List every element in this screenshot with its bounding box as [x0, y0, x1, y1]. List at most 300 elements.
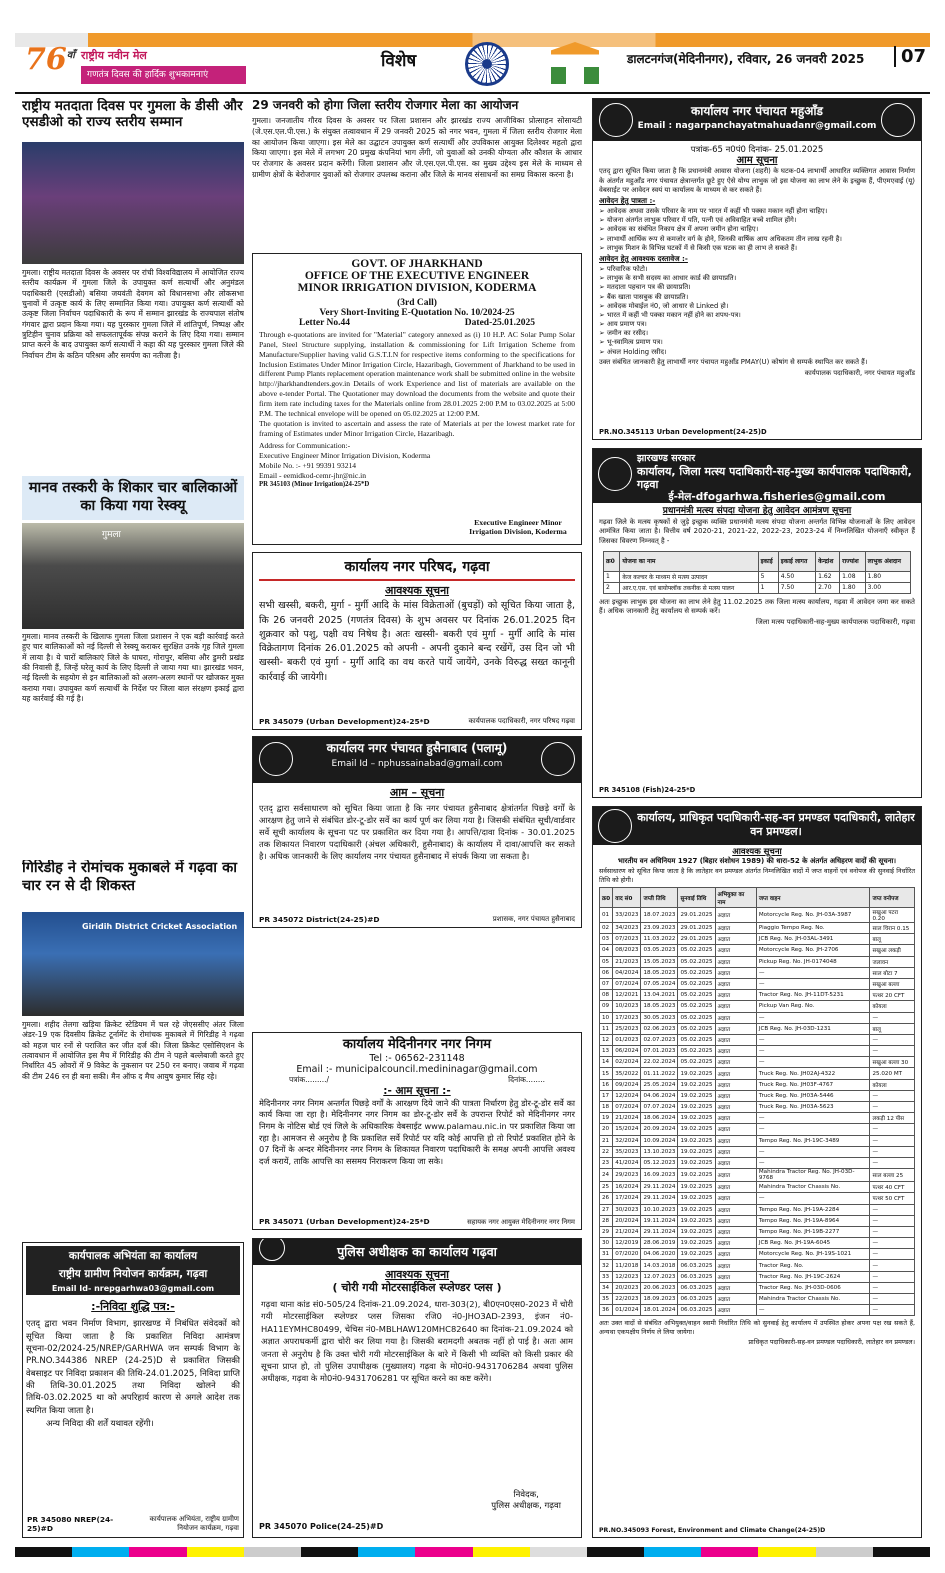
- table-cell: 18.05.2023: [641, 967, 678, 978]
- publication-name: राष्ट्रीय नवीन मेल: [81, 49, 147, 62]
- table-row: [600, 1079, 915, 1090]
- table-cell: —: [870, 1102, 915, 1113]
- table-cell: साल बोटा 7: [870, 967, 915, 978]
- table-cell: 14.03.2018: [641, 1260, 678, 1271]
- signatory: Executive Engineer Minor Irrigation Division, Koderma: [469, 518, 567, 536]
- table-row: [600, 1012, 915, 1023]
- table-cell: —: [870, 1124, 915, 1135]
- email: Email :- municipalcouncil.medininagar@gmail.com: [296, 1063, 538, 1075]
- closing: उक्त संबंधित जानकारी हेतु लाभार्थी नगर पंचायत महुआँड PMAY(U) कोषांग से सम्पर्क स्थापित कर सकते हैं।: [599, 357, 868, 366]
- table-cell: 04.06.2020: [641, 1249, 678, 1260]
- table-cell: 05.02.2025: [678, 956, 715, 967]
- notice-body: एतद् द्वारा सर्वसाधारण को सूचित किया जाता है कि नगर पंचायत हुसैनाबाद क्षेत्रांतर्गत पिछड़े वर्गों के आरक्षण हेतु जाने से संबंधित डोर-टू-डोर सर्वे का कार्य पूर्ण कर लिया गया है। जिसकी संबंधित सूची/वार्डवार सर्वे सूची कार्यालय के सूचना पट पर प्रकाशित कर दिया गया है। आपत्ति/दावा दिनांक - 30.01.2025 तक शिकायत निवारण पदाधिकारी (अंचल अधिकारी, हुसैनाबाद) के कार्यालय में दावा/आपत्ति कर सकते है। अधिक जानकारी के लिए कार्यालय नगर पंचायत हुसैनाबाद में संपर्क किया जा सकता है।: [259, 803, 575, 862]
- table-cell: 20.06.2023: [641, 1282, 678, 1293]
- table-cell: अज्ञात: [715, 1157, 756, 1168]
- story-body: गुमला। राष्ट्रीय मतदाता दिवस के अवसर पर रांची विश्वविद्यालय में आयोजित राज्य स्तरीय कार्यक्रम में गुमला जिले के उपायुक्त कर्ण सत्यार्थी और अनुमंडल पदाधिकारी (एसडीओ) बसिया जयवंती देवगम को विधानसभा और लोकसभा चुनावों में उत्कृष्ट कार्य के लिए सम्मानित किया गया। उपायुक्त कर्ण सत्यार्थी को उत्कृष्ट जिला निर्वाचन पदाधिकारी के रूप में सम्मान झारखंड के राज्यपाल संतोष गंगवार द्वारा प्रदान किया गया। यह पुरस्कार गुमला जिले में शांतिपूर्ण, निष्पक्ष और त्रुटिहीन चुनाव प्रक्रिया को सफलतापूर्वक संपन्न कराने के लिए दिया गया। सम्मान प्राप्त करने के बाद उपायुक्त कर्ण सत्यार्थी ने कहा की यह पुरस्कार गुमला जिले की निर्वाचन टीम के कठिन परिश्रम और समर्पण का नतीजा है।: [22, 268, 244, 360]
- table-cell: 05.02.2025: [678, 945, 715, 956]
- eligibility-title: आवेदन हेतु पात्रता :-: [599, 196, 656, 206]
- table-cell: Tempo Reg. No. JH-19B-2277: [756, 1226, 870, 1237]
- table-cell: 11: [600, 1023, 613, 1034]
- table-row: [600, 1305, 915, 1316]
- table-cell: —: [870, 1034, 915, 1045]
- table-cell: 06.03.2025: [678, 1282, 715, 1293]
- table-cell: 19.02.2025: [678, 1157, 715, 1168]
- table-cell: —: [756, 1012, 870, 1023]
- table-header: इकाई: [758, 551, 778, 571]
- table-cell: अज्ञात: [715, 990, 756, 1001]
- story-body: गुमला। मानव तस्करी के खिलाफ गुमला जिला प्रशासन ने एक बड़ी कार्रवाई करते हुए चार बालिकाओं को नई दिल्ली से रेस्क्यू कराकर सुरक्षित उनके गृह जिले गुमला में लाया है। ये चारों बालिकाएं जिले के घाघरा, गोरापुर, बसिया और डुमरी प्रखंड की निवासी हैं, जिन्हें घरेलू कार्य के लिए दिल्ली ले जाया गया था। झारखंड भवन, नई दिल्ली के सहयोग से इन बालिकाओं को अलग-अलग स्थानों पर खोजकर मुक्त कराया गया। उपायुक्त कर्ण सत्यार्थी के निर्देश पर जिला बाल संरक्षण इकाई द्वारा यह कार्रवाई की गई है।: [22, 632, 244, 703]
- table-cell: 26: [600, 1193, 613, 1204]
- email: Email Id- nrepgarhwa03@gmail.com: [26, 1282, 240, 1295]
- table-cell: 7.50: [778, 582, 815, 593]
- table-header: जप्त वनोपज: [870, 888, 915, 908]
- table-cell: 29.11.2024: [641, 1226, 678, 1237]
- table-cell: 34/2023: [613, 923, 641, 934]
- table-cell: 19.02.2025: [678, 1193, 715, 1204]
- table-cell: अज्ञात: [715, 934, 756, 945]
- patrank: पत्रांक........./: [289, 1074, 330, 1084]
- table-row: [600, 1260, 915, 1271]
- notice-title: प्रधानमंत्री मत्स्य संपदा योजना हेतु आवेदन आमंत्रण सूचना: [662, 506, 852, 516]
- table-cell: अज्ञात: [715, 1238, 756, 1249]
- story-body: गुमला। जनजातीय गौरव दिवस के अवसर पर जिला प्रशासन और झारखंड राज्य आजीविका प्रोत्साहन सोसायटी (जे.एस.एल.पी.एस.) के संयुक्त तत्वावधान में 29 जनवरी 2025 को नगर भवन, गुमला में जिला स्तरीय रोजगार मेला का आयोजन किया जाएगा। इस मेले का उद्घाटन उपायुक्त कर्ण सत्यार्थी और उपविकास आयुक्त दिलेश्वर महतो द्वारा किया जाएगा। इस मेले में लगभग 20 प्रमुख कंपनियां भाग लेंगी, जो युवाओं को उनकी योग्यता और कौशल के आधार पर रोजगार के अवसर प्रदान करेंगी। जिला प्रशासन और जे.एस.एल.पी.एस. का मुख्य उद्देश्य इस मेले के माध्यम से ग्रामीण क्षेत्रों के बेरोजगार युवाओं को रोजगार उपलब्ध कराना और जिले के मानव संसाधनों का समग्र विकास करना है।: [252, 115, 582, 180]
- table-cell: 11/2018: [613, 1260, 641, 1271]
- table-cell: 29.01.2025: [678, 934, 715, 945]
- dateline: डालटनगंज(मेदिनीनगर), रविवार, 26 जनवरी 2025: [627, 52, 865, 66]
- notice-body: मेदिनीनगर नगर निगम अन्तर्गत पिछड़े वर्गों के आरक्षण दिये जाने की पात्रता निर्धारण हेतु डोर-टू-डोर सर्वे का कार्य किया जा रहा है। मेदिनीनगर नगर निगम का डोर-टू-डोर सर्वे के उपरान्त रिपोर्ट को मेदिनीनगर नगर निगम के नोटिस बोर्ड एवं जिले के अधिकारिक वेबसाईट www.palamau.nic.in पर प्रकाशित किया जा रहा है। आमजन से अनुरोध है कि प्रकाशित सर्वे रिपोर्ट पर यदि कोई आपत्ति हो तो रिपोर्ट प्रकाशित होने के 07 दिनों के अन्दर मेदिनीनगर नगर निगम के शिकायत निवारण पदाधिकारी के समक्ष अपनी आपत्ति अवश्य दर्ज करायें, ताकि आपत्ति का ससमय निराकरण किया जा सके।: [259, 1097, 575, 1166]
- table-header: अभियुक्त का नाम: [715, 888, 756, 908]
- email: Email : nagarpanchayatmahuadanr@gmail.com: [637, 120, 877, 131]
- emblem-icon: [259, 742, 293, 776]
- table-cell: 21: [600, 1135, 613, 1146]
- pr-number: PR 345080 NREP(24-25)#D: [27, 1515, 114, 1533]
- office-title: कार्यालय, जिला मत्स्य पदाधिकारी-सह-मुख्य कार्यपालक पदाधिकारी, गढ़वा: [637, 464, 912, 491]
- table-cell: —: [756, 1124, 870, 1135]
- table-cell: 12/2024: [613, 1090, 641, 1101]
- table-cell: —: [756, 1113, 870, 1124]
- table-cell: Truck Reg. No. JH03A-5446: [756, 1090, 870, 1101]
- story-trafficking: [22, 476, 244, 520]
- table-cell: 08: [600, 990, 613, 1001]
- table-cell: 17/2024: [613, 1193, 641, 1204]
- table-cell: अज्ञात: [715, 908, 756, 923]
- table-cell: 18.07.2023: [641, 908, 678, 923]
- office-title: कार्यालय नगर परिषद, गढ़वा: [344, 559, 490, 575]
- table-cell: —: [870, 1282, 915, 1293]
- table-row: [600, 1157, 915, 1168]
- table-cell: पत्थर 40 CFT: [870, 1182, 915, 1193]
- table-row: [600, 1001, 915, 1012]
- table-cell: —: [870, 1249, 915, 1260]
- table-cell: 06.03.2025: [678, 1260, 715, 1271]
- eligibility-item: ➢ योजना अंतर्गत लाभुक परिवार में पति, पत्नी एवं अविवाहित बच्चे शामिल होंगे।: [599, 216, 797, 225]
- emblem-icon: [541, 742, 575, 776]
- table-cell: अज्ञात: [715, 1260, 756, 1271]
- table-row: [600, 1057, 915, 1068]
- signatory: कार्यपालक पदाधिकारी, नगर पंचायत महुआँड: [804, 368, 915, 377]
- table-cell: 30/2023: [613, 1204, 641, 1215]
- table-cell: अज्ञात: [715, 978, 756, 989]
- table-cell: पत्थर 20 CFT: [870, 990, 915, 1001]
- eligibility-item: ➢ लाभार्थी आर्थिक रूप से कमजोर वर्ग के होने, जिनकी वार्षिक आय अधिकतम तीन लाख रहनी है।: [599, 234, 842, 243]
- letter-number: Letter No.44: [299, 318, 351, 328]
- table-cell: Motorcycle Reg. No. JH-03A-3987: [756, 908, 870, 923]
- table-cell: 41/2024: [613, 1157, 641, 1168]
- table-cell: अज्ञात: [715, 1193, 756, 1204]
- table-cell: 19.02.2025: [678, 1135, 715, 1146]
- closing: निवेदक,: [513, 1490, 539, 1500]
- table-cell: 12.07.2023: [641, 1271, 678, 1282]
- table-cell: 21/2024: [613, 1113, 641, 1124]
- emblem-icon: [881, 103, 915, 137]
- table-cell: 20/2024: [613, 1215, 641, 1226]
- table-cell: अज्ञात: [715, 1282, 756, 1293]
- table-cell: Tractor Reg. No. JH-11DT-5231: [756, 990, 870, 1001]
- table-cell: 29.01.2025: [678, 908, 715, 923]
- table-cell: 02.06.2023: [641, 1023, 678, 1034]
- table-cell: Truck Reg. No. JH02AJ-4322: [756, 1068, 870, 1079]
- notice-title: आवश्यक सूचना: [384, 1268, 450, 1281]
- table-cell: 10/2023: [613, 1001, 641, 1012]
- headline: 29 जनवरी को होगा जिला स्तरीय रोजगार मेला का आयोजन: [252, 98, 519, 112]
- table-cell: अज्ञात: [715, 1135, 756, 1146]
- table-cell: —: [870, 1294, 915, 1305]
- color-registration-bar: [15, 1547, 930, 1557]
- patrank: पत्रांक-65 न0पं0 दिनांक- 25.01.2025: [690, 145, 824, 155]
- table-cell: 16: [600, 1079, 613, 1090]
- table-cell: —: [756, 978, 870, 989]
- table-cell: JCB Reg. No. JH-19A-6045: [756, 1238, 870, 1249]
- table-cell: Truck Reg. No. JH03A-5623: [756, 1102, 870, 1113]
- table-cell: 19.02.2025: [678, 1204, 715, 1215]
- table-cell: अज्ञात: [715, 1023, 756, 1034]
- table-cell: 02.07.2023: [641, 1034, 678, 1045]
- table-cell: आर.ए.एस. एवं बायोफ्लॉक तकनीक से मत्स्य पालन: [620, 582, 758, 593]
- table-cell: 1.08: [840, 571, 866, 582]
- table-cell: 28: [600, 1215, 613, 1226]
- table-cell: 05.12.2023: [641, 1157, 678, 1168]
- table-cell: Tempo Reg. No. JH-19A-2284: [756, 1204, 870, 1215]
- table-cell: —: [870, 1046, 915, 1057]
- table-cell: —: [870, 1135, 915, 1146]
- table-row: [600, 1238, 915, 1249]
- table-cell: 19: [600, 1113, 613, 1124]
- page-number: 07: [894, 46, 926, 67]
- notice-closing: अतः उक्त वादों से संबंधित अभियुक्त/वाहन स्वामी निर्धारित तिथि को सुनवाई हेतु कार्यालय में उपस्थित होकर अपना पक्ष रख सकते हैं, अन्यथा एकपक्षीय निर्णय ले लिया जायेगा।: [599, 1319, 915, 1336]
- table-cell: अज्ञात: [715, 923, 756, 934]
- table-cell: 19.02.2025: [678, 1124, 715, 1135]
- table-cell: Tempo Reg. No. JH-19A-8964: [756, 1215, 870, 1226]
- document-item: ➢ भू-स्वामित्व प्रमाण पत्र।: [599, 338, 663, 347]
- table-cell: —: [870, 1157, 915, 1168]
- documents-title: आवेदन हेतु आवश्यक दस्तावेज :-: [599, 253, 688, 263]
- table-cell: 19.02.2025: [678, 1090, 715, 1101]
- document-item: ➢ आवेदक मोबाईल नं0, जो आधार से Linked हो।: [599, 301, 729, 310]
- signatory: कार्यपालक पदाधिकारी, नगर परिषद गढ़वा: [468, 717, 575, 725]
- signatory: सहायक नगर आयुक्त मेदिनीनगर नगर निगम: [467, 1218, 575, 1226]
- table-cell: Mahindra Tractor Reg. No. JH-03D-9768: [756, 1169, 870, 1182]
- table-cell: 19.02.2025: [678, 1068, 715, 1079]
- email: Email Id – nphussainabad@gmail.com: [331, 758, 503, 769]
- table-cell: 1.80: [865, 571, 910, 582]
- table-row: [600, 1102, 915, 1113]
- notice-nrep: [22, 1242, 244, 1538]
- ashoka-chakra-icon: [465, 42, 509, 86]
- emblem-icon: [599, 103, 633, 137]
- table-cell: 09/2024: [613, 1079, 641, 1090]
- table-row: [600, 1294, 915, 1305]
- table-cell: अज्ञात: [715, 1204, 756, 1215]
- table-cell: 25.020 MT: [870, 1068, 915, 1079]
- table-cell: —: [756, 1157, 870, 1168]
- story-body: गुमला। शहीद तेलगा खड़िया क्रिकेट स्टेडियम में चल रहे जेएससीए अंतर जिला अंडर-19 एक दिवसीय क्रिकेट टूर्नामेंट के रोमांचक मुकाबले में गिरिडीह ने गढ़वा को महज चार रनों से पराजित कर जीत दर्ज की। जिला क्रिकेट एसोसिएशन के तत्वावधान में आयोजित इस मैच में गिरिडीह की टीम ने पहले बल्लेबाजी करते हुए निर्धारित 45 ओवरों में 9 विकेट के नुकसान पर 250 रन बनाए। जवाब में गढ़वा की टीम 246 रन ही बना सकी। मैन ऑफ द मैच आयुष कुमार सिंह रहे।: [22, 1020, 244, 1081]
- jharkhand-emblem-icon: [598, 457, 632, 491]
- table-cell: 05.02.2025: [678, 1057, 715, 1068]
- table-cell: अज्ञात: [715, 1034, 756, 1045]
- office-title: कार्यालय नगर पंचायत हुसैनाबाद (पलामू): [326, 741, 508, 755]
- table-cell: 2.70: [816, 582, 840, 593]
- eligibility-item: ➢ आवेदक अथवा उसके परिवार के नाम पर भारत में कहीं भी पक्का मकान नहीं होना चाहिए।: [599, 207, 828, 216]
- table-cell: Motorcycle Reg. No. JH-2706: [756, 945, 870, 956]
- table-row: [600, 1124, 915, 1135]
- table-cell: 02/2024: [613, 1057, 641, 1068]
- table-row: [600, 934, 915, 945]
- table-cell: 10: [600, 1012, 613, 1023]
- emblem-icon: [598, 809, 632, 843]
- table-cell: अज्ञात: [715, 1001, 756, 1012]
- scheme-title: राष्ट्रीय ग्रामीण नियोजन कार्यक्रम, गढ़वा: [26, 1266, 240, 1282]
- tender-body: Through e-quotations are invited for "Material" category annexed as (i) 10 H.P. AC Solar Pump Solar Panel, Steel Structure supplying, installation & commissioning for Lift Irrigation Scheme from Manufacture/Supplier having valid G.S.T.I.N for respective items conforming to the specifications for Inclusion Estimates Under Minor Irrigation Circle, Hazaribagh, Government of Jharkhand to be used in different Pump Plants replacement operation maintenance work shall be submitted online in the website http://jharkhandtenders.gov.in Details of work Experience and list of materials are available on the above e-tender Portal. The Quotationer may download the documents from the website and quote their firm item rate including taxes for the Materials online from 28.01.2025 2:00 P.M to 03.02.2025 at 5:00 P.M. The technical envelope will be opened on 05.02.2025 at 12:00 P.M.: [259, 330, 575, 418]
- table-cell: Tempo Reg. No. JH-19C-3489: [756, 1135, 870, 1146]
- notice-subtitle: भारतीय वन अधिनियम 1927 (बिहार संशोधन 1989) की धारा-52 के अंतर्गत अधिहरण वादों की सूचना।: [617, 857, 897, 866]
- table-cell: सखुआ बल्ला: [870, 978, 915, 989]
- table-row: [600, 945, 915, 956]
- table-cell: 29.11.2024: [641, 1193, 678, 1204]
- header-rule: [15, 92, 930, 94]
- notice-intro: सर्वसाधारण को सूचित किया जाता है कि लातेहार वन प्रमण्डल अंतर्गत निम्नलिखित वादों में जप्त वाहनों एवं वनोपज की सुनवाई निर्धारित तिथि को होगी।: [599, 867, 915, 884]
- table-cell: —: [756, 1057, 870, 1068]
- notice-medininagar: [252, 1032, 582, 1230]
- table-cell: 06.03.2025: [678, 1294, 715, 1305]
- table-cell: 05.02.2025: [678, 990, 715, 1001]
- table-row: [600, 1271, 915, 1282]
- table-header: सुनवाई तिथि: [678, 888, 715, 908]
- table-cell: 35/2023: [613, 1146, 641, 1157]
- table-cell: 28.06.2019: [641, 1238, 678, 1249]
- division-line: MINOR IRRIGATION DIVISION, KODERMA: [297, 282, 537, 294]
- table-cell: 23.09.2023: [641, 923, 678, 934]
- table-cell: 25: [600, 1182, 613, 1193]
- table-cell: JCB Reg. No. JH-03AL-3491: [756, 934, 870, 945]
- eligibility-list: [593, 207, 921, 253]
- table-cell: —: [870, 1305, 915, 1316]
- table-cell: 06.03.2025: [678, 1305, 715, 1316]
- tender-minor-irrigation: [252, 253, 582, 545]
- table-cell: कोयला: [870, 1001, 915, 1012]
- pr-number: PR 345071 (Urban Development)24-25*D: [259, 1217, 430, 1226]
- table-cell: 13.04.2021: [641, 990, 678, 1001]
- table-cell: 04/2024: [613, 967, 641, 978]
- table-cell: 03: [600, 934, 613, 945]
- table-header: क्र0: [600, 888, 613, 908]
- notice-title: आवश्यक सूचना: [732, 847, 782, 857]
- document-item: ➢ बैंक खाता पासबुक की छायाप्रति।: [599, 292, 689, 301]
- table-row: [600, 1034, 915, 1045]
- table-cell: सखुआ पटरा 0.20: [870, 908, 915, 923]
- table-cell: Motorcycle Reg. No. JH-19S-1021: [756, 1249, 870, 1260]
- table-cell: —: [870, 1215, 915, 1226]
- pr-number: PR.NO.345113 Urban Development(24-25)D: [599, 428, 767, 436]
- document-item: ➢ आय प्रमाण पत्र।: [599, 320, 647, 329]
- table-header: लाभुक अंशदान: [865, 551, 910, 571]
- table-cell: 07/2024: [613, 978, 641, 989]
- table-cell: 07/2024: [613, 1102, 641, 1113]
- page-header: [15, 40, 930, 90]
- table-cell: 15/2024: [613, 1124, 641, 1135]
- notice-body: एतद् द्वारा भवन निर्माण विभाग, झारखण्ड में निबंधित संवेदकों को सूचित किया जाता है कि प्रकाशित निविदा आमंत्रण सूचना-02/2024-25/NREP/GARHWA जन सम्पर्क विभाग के PR.NO.344386 NREP (24-25)D से प्रकाशित जिसकी वेबसाइट पर निविदा प्रकाशन की तिथि-24.01.2025, निविदा प्राप्ति की तिथि-30.01.2025 तथा निविदा खोलने की तिथि-03.02.2025 था को अपरिहार्य कारण से अगले आदेश तक स्थगित किया जाता है।: [26, 1319, 240, 1416]
- table-cell: 05.02.2025: [678, 1046, 715, 1057]
- story-cricket: [22, 860, 244, 910]
- table-cell: 06: [600, 967, 613, 978]
- table-cell: 14: [600, 1057, 613, 1068]
- table-cell: 24: [600, 1169, 613, 1182]
- table-row: [600, 1249, 915, 1260]
- office-title: कार्यपालक अभियंता का कार्यालय: [26, 1246, 240, 1266]
- table-header: वाद सं0: [613, 888, 641, 908]
- notice-mahuadanr: [592, 98, 922, 440]
- table-cell: सखुआ लकड़ी: [870, 945, 915, 956]
- pr-number: PR 345108 (Fish)24-25*D: [599, 786, 696, 794]
- table-cell: अज्ञात: [715, 1090, 756, 1101]
- table-row: [604, 571, 911, 582]
- table-cell: साल बल्ला 25: [870, 1169, 915, 1182]
- photo-caption: गुमला: [102, 530, 121, 540]
- office-title: कार्यालय, प्राधिकृत पदाधिकारी-सह-वन प्रमण्डल पदाधिकारी, लातेहार वन प्रमण्डल।: [637, 811, 915, 839]
- table-cell: 07.01.2023: [641, 1046, 678, 1057]
- table-cell: 04: [600, 945, 613, 956]
- table-row: [600, 1182, 915, 1193]
- table-cell: 20/2023: [613, 1282, 641, 1293]
- table-cell: अज्ञात: [715, 1294, 756, 1305]
- table-cell: 19.02.2025: [678, 1102, 715, 1113]
- table-cell: Mahindra Tractor Chassis No.: [756, 1182, 870, 1193]
- table-cell: केज कल्चर के माध्यम से मत्स्य उत्पादन: [620, 571, 758, 582]
- table-cell: अज्ञात: [715, 1012, 756, 1023]
- table-cell: 30: [600, 1238, 613, 1249]
- table-cell: अज्ञात: [715, 1046, 756, 1057]
- document-item: ➢ जमीन का रसीद।: [599, 329, 649, 338]
- table-cell: 1.62: [816, 571, 840, 582]
- table-cell: अज्ञात: [715, 1102, 756, 1113]
- table-cell: अज्ञात: [715, 1271, 756, 1282]
- office-title: कार्यालय मेदिनीनगर नगर निगम: [342, 1037, 492, 1052]
- table-cell: 06/2024: [613, 1046, 641, 1057]
- letter-date: Dated-25.01.2025: [464, 318, 535, 328]
- photo-caption: Giridih District Cricket Association: [82, 922, 238, 931]
- confiscation-table: [599, 887, 915, 1316]
- table-cell: 07: [600, 978, 613, 989]
- table-cell: 22/2023: [613, 1294, 641, 1305]
- govt-line: GOVT. OF JHARKHAND: [351, 258, 483, 270]
- pr-number: PR 345103 (Minor Irrigation)24-25*D: [259, 480, 370, 488]
- table-cell: 20: [600, 1124, 613, 1135]
- table-cell: 22: [600, 1146, 613, 1157]
- table-cell: 12/2019: [613, 1238, 641, 1249]
- table-cell: बालू: [870, 1023, 915, 1034]
- table-cell: 13.10.2023: [641, 1146, 678, 1157]
- table-cell: 2: [604, 582, 620, 593]
- india-gate-icon: [545, 42, 605, 84]
- table-cell: अज्ञात: [715, 1182, 756, 1193]
- anniversary-logo: [25, 42, 73, 86]
- table-cell: 08/2023: [613, 945, 641, 956]
- table-row: [600, 1113, 915, 1124]
- notice-body-2: अतः इच्छुक लाभुक इस योजना का लाभ लेने हेतु 11.02.2025 तक जिला मत्स्य कार्यालय, गढ़वा में आवेदन जमा कर सकते हैं। अधिक जानकारी हेतु कार्यालय से सम्पर्क करें।: [599, 597, 915, 616]
- table-row: [600, 1204, 915, 1215]
- office-title: कार्यालय नगर पंचायत महुआँड: [691, 104, 823, 118]
- table-cell: अज्ञात: [715, 1249, 756, 1260]
- notice-fisheries: [592, 448, 922, 798]
- notice-body: एतद् द्वारा सूचित किया जाता है कि प्रधानमंत्री आवास योजना (शहरी) के घटक-04 लाभार्थी आधारित व्यक्तिगत आवास निर्माण के अंतर्गत महुआँड नगर पंचायत क्षेत्रान्तर्गत छूटे हुए ऐसे योग्य लाभुक जो इस योजना का लाभ लेने के इच्छुक हैं, पीएमएवाई (यू) वेबसाईट पर आवेदन स्वयं या कार्यालय के माध्यम से कर सकते हैं।: [599, 167, 915, 194]
- table-cell: कोयला: [870, 1079, 915, 1090]
- republic-greeting: गणतंत्र दिवस की हार्दिक शुभकामनाएं: [81, 66, 246, 84]
- table-cell: 05.02.2025: [678, 1001, 715, 1012]
- notice-forest: [592, 806, 922, 1538]
- table-cell: 18.05.2023: [641, 1001, 678, 1012]
- table-cell: 05.02.2025: [678, 978, 715, 989]
- table-cell: 06.03.2025: [678, 1271, 715, 1282]
- table-cell: Tractor Reg. No. JH-03D-0606: [756, 1282, 870, 1293]
- table-row: [600, 1023, 915, 1034]
- table-cell: —: [870, 1260, 915, 1271]
- table-cell: 19.02.2025: [678, 1238, 715, 1249]
- table-cell: 19.02.2025: [678, 1226, 715, 1237]
- table-cell: —: [870, 1238, 915, 1249]
- table-cell: 33: [600, 1271, 613, 1282]
- table-cell: 19.02.2025: [678, 1182, 715, 1193]
- table-cell: 07/2020: [613, 1249, 641, 1260]
- table-cell: अज्ञात: [715, 956, 756, 967]
- table-cell: 19.11.2024: [641, 1215, 678, 1226]
- notice-title: आम सूचना: [736, 155, 778, 166]
- table-cell: 01.11.2022: [641, 1068, 678, 1079]
- table-row: [600, 1146, 915, 1157]
- table-cell: Pickup Reg. No. JH-0174048: [756, 956, 870, 967]
- table-cell: 02: [600, 923, 613, 934]
- table-header: इकाई लागत: [778, 551, 815, 571]
- table-cell: 09: [600, 1001, 613, 1012]
- table-cell: 18: [600, 1102, 613, 1113]
- table-row: [600, 908, 915, 923]
- table-row: [600, 1046, 915, 1057]
- notice-title: :-निविदा शुद्धि पत्र:-: [91, 1300, 175, 1313]
- notice-subtitle: ( चोरी गयी मोटरसाईकिल स्प्लेण्डर प्लस ): [332, 1281, 502, 1295]
- table-cell: 16/2024: [613, 1182, 641, 1193]
- table-cell: 15: [600, 1068, 613, 1079]
- table-cell: 19.02.2025: [678, 1215, 715, 1226]
- table-cell: अज्ञात: [715, 1124, 756, 1135]
- address: Executive Engineer Minor Irrigation Division, Koderma: [259, 451, 431, 461]
- table-cell: 19.02.2025: [678, 1169, 715, 1182]
- table-cell: 25.05.2024: [641, 1079, 678, 1090]
- notice-hussainabad: [252, 736, 582, 928]
- table-header: केन्द्रांश: [816, 551, 840, 571]
- table-header: जप्ती तिथि: [641, 888, 678, 908]
- table-cell: 3.00: [865, 582, 910, 593]
- table-cell: 29.01.2025: [678, 923, 715, 934]
- table-cell: 03.05.2023: [641, 945, 678, 956]
- anniversary-suffix: वाँ: [66, 50, 75, 61]
